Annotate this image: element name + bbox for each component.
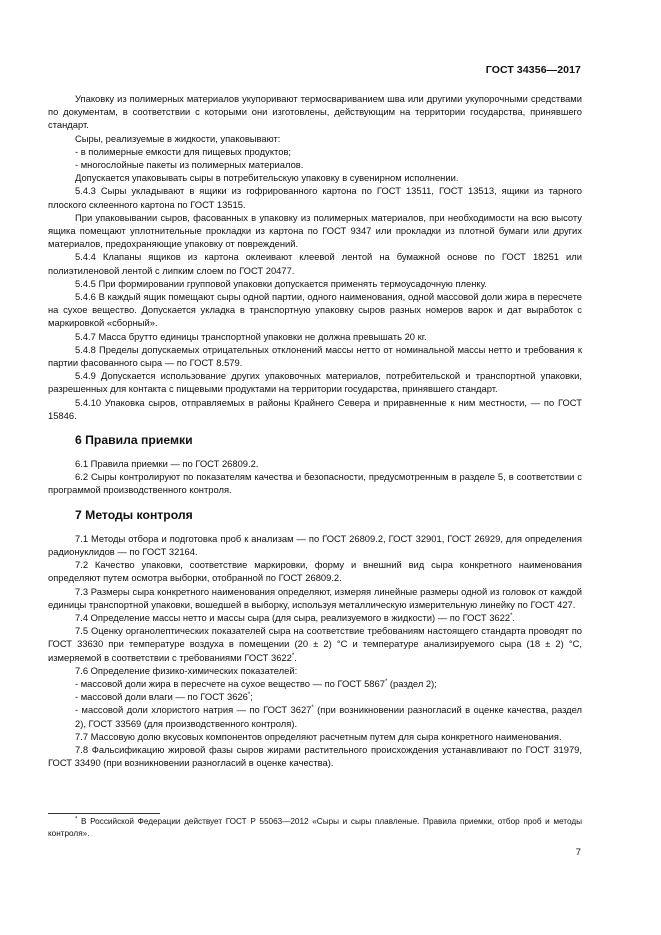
- list-item-text: (при возникновении разногласий в оценке качества, раздел 2), ГОСТ 33569 (для производственного контроля).: [75, 704, 583, 729]
- paragraph: 7.7 Массовую долю вкусовых компонентов определяют расчетным путем для сыра конкретного наименования.: [75, 730, 562, 742]
- paragraph: 5.4.4 Клапаны ящиков из картона оклеивают клеевой лентой на бумажной основе по ГОСТ 18251 или полиэтиленовой лентой с липким слоем по ГОСТ 20477.: [48, 251, 582, 276]
- paragraph: 7.6 Определение физико-химических показателей:: [75, 664, 298, 676]
- paragraph: 5.4.8 Пределы допускаемых отрицательных отклонений массы нетто от номинальной массы нетто и требования к партии фасованного сыра — по ГОСТ 8.579.: [48, 343, 582, 369]
- paragraph: 5.4.10 Упаковка сыров, отправляемых в районы Крайнего Севера и приравненные к ним местности, — по ГОСТ 15846.: [48, 396, 582, 421]
- paragraph: 5.4.6 В каждый ящик помещают сыры одной партии, одного наименования, одной массовой доли жира в пересчете на сухое вещество. Допускается укладка в транспортную упаковку сыров разных номеров варок и дат выработок с маркировкой «сборный».: [48, 291, 582, 329]
- footnote-divider: [48, 813, 160, 814]
- paragraph: 5.4.9 Допускается использование других упаковочных материалов, потребительской и транспортной упаковки, разрешенных для контакта с пищевыми продуктами на территории государства, принявшего стандарт.: [48, 370, 582, 395]
- paragraph: При упаковывании сыров, фасованных в упаковку из полимерных материалов, при необходимости на всю высоту ящика помещают уплотнительные прокладки из картона по ГОСТ 9347 или прокладки из плотной бумаги или других материалов, предохраняющие упаковку от повреждений.: [48, 211, 582, 250]
- paragraph: 5.4.3 Сыры укладывают в ящики из гофрированного картона по ГОСТ 13511, ГОСТ 13513, ящики из тарного плоского склеенного картона по ГОСТ 13515.: [48, 185, 582, 210]
- footnote-marker: *: [247, 692, 251, 698]
- paragraph: 6.1 Правила приемки — по ГОСТ 26809.2.: [75, 458, 259, 470]
- list-item-text: (раздел 2);: [387, 677, 437, 689]
- paragraph: 7.8 Фальсификацию жировой фазы сыров жирами растительного происхождения устанавливают по ГОСТ 31979, ГОСТ 33490 (при возникновении разногласий в оценке качества).: [48, 743, 582, 769]
- footnote-marker: *: [384, 678, 388, 685]
- paragraph: Упаковку из полимерных материалов укупоривают термосвариванием шва или другими укупорочными средствами по документам, в соответствии с которыми они изготовлены, действующим на территории государства, принявшего стандарт.: [48, 93, 582, 131]
- paragraph-text: .: [294, 651, 297, 663]
- paragraph: [48, 611, 582, 624]
- footnote-marker: *: [75, 816, 78, 823]
- footnote-marker: *: [510, 612, 513, 619]
- page-number: 7: [575, 846, 581, 857]
- list-item-text: - массовой доли жира в пересчете на сухое вещество — по ГОСТ 5867: [75, 677, 385, 689]
- paragraph: Сыры, реализуемые в жидкости, упаковывают:: [75, 132, 281, 144]
- list-item-text: ;: [250, 691, 253, 703]
- list-item: [75, 703, 582, 729]
- paragraph: 5.4.7 Масса брутто единицы транспортной упаковки не должна превышать 20 кг.: [75, 330, 427, 342]
- footnote-text: В Российской Федерации действует ГОСТ Р 55063—2012 «Сыры и сыры плавленые. Правила приемки, отбор проб и методы контроля».: [48, 817, 582, 838]
- paragraph-text: .: [512, 611, 516, 623]
- paragraph: 7.3 Размеры сыра конкретного наименования определяют, измеряя линейные размеры одной из головок от каждой единицы транспортной упаковки, вошедшей в выборку, используя металлическую измерительную линейку по ГОСТ 427.: [48, 585, 582, 610]
- paragraph-text: 7.5 Оценку органолептических показателей сыра на соответствие требованиям настоящего стандарта проводят по ГОСТ 33630 при температуре воздуха в помещении (20 ± 2) °С и температуре анализируемого сыра (18 ± 2) °С, измеряемой в соответствии с требованиями ГОСТ 3622: [48, 625, 582, 663]
- paragraph: Допускается упаковывать сыры в потребительскую упаковку в сувенирном исполнении.: [75, 172, 459, 184]
- paragraph-text: 7.4 Определение массы нетто и массы сыра (для сыра, реализуемого в жидкости) — по ГОСТ 3622: [75, 611, 511, 623]
- list-item-text: - массовой доли хлористого натрия — по ГОСТ 3627: [75, 704, 312, 716]
- section-heading-7: 7 Методы контроля: [75, 507, 193, 522]
- list-item-text: - массовой доли влаги — по ГОСТ 3626: [75, 691, 248, 703]
- paragraph: 7.1 Методы отбора и подготовка проб к анализам — по ГОСТ 26809.2, ГОСТ 32901, ГОСТ 26929, для определения радионуклидов — по ГОСТ 32164.: [48, 532, 582, 557]
- list-item: [75, 677, 582, 690]
- footnote-marker: *: [291, 652, 295, 659]
- document-body: [48, 92, 582, 769]
- footnote-marker: *: [311, 705, 314, 712]
- footnote: [48, 816, 582, 839]
- paragraph: 5.4.5 При формировании групповой упаковки допускается применять термоусадочную пленку.: [75, 277, 487, 289]
- paragraph: [48, 624, 582, 664]
- paragraph: 6.2 Сыры контролируют по показателям качества и безопасности, предусмотренным в разделе 5, в соответствии с программой производственного контроля.: [48, 471, 582, 496]
- list-item: [75, 690, 582, 703]
- list-item: - многослойные пакеты из полимерных материалов.: [75, 159, 304, 171]
- paragraph: 7.2 Качество упаковки, соответствие маркировки, форму и внешний вид сыра конкретного наименования определяют путем осмотра выборки, отобранной по ГОСТ 26809.2.: [48, 559, 582, 584]
- list-item: - в полимерные емкости для пищевых продуктов;: [75, 145, 292, 157]
- document-header: ГОСТ 34356—2017: [485, 64, 581, 76]
- section-heading-6: 6 Правила приемки: [75, 433, 193, 448]
